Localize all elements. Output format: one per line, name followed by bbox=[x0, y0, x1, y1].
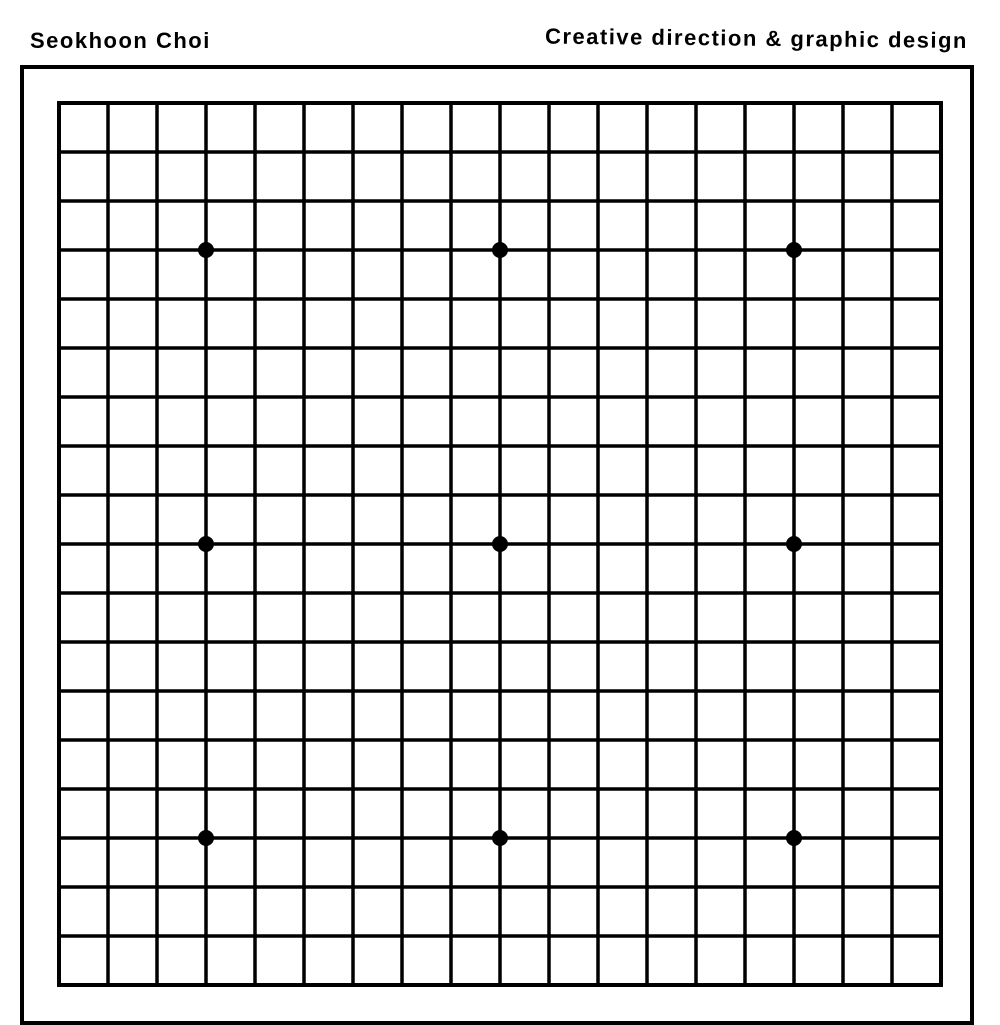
star-point bbox=[492, 536, 508, 552]
star-point bbox=[198, 242, 214, 258]
star-point bbox=[786, 830, 802, 846]
star-point bbox=[198, 830, 214, 846]
tagline: Creative direction & graphic design bbox=[544, 23, 969, 53]
author-name: Seokhoon Choi bbox=[30, 28, 211, 53]
star-point bbox=[786, 536, 802, 552]
star-point bbox=[492, 242, 508, 258]
star-point bbox=[786, 242, 802, 258]
star-point bbox=[198, 536, 214, 552]
star-point bbox=[492, 830, 508, 846]
